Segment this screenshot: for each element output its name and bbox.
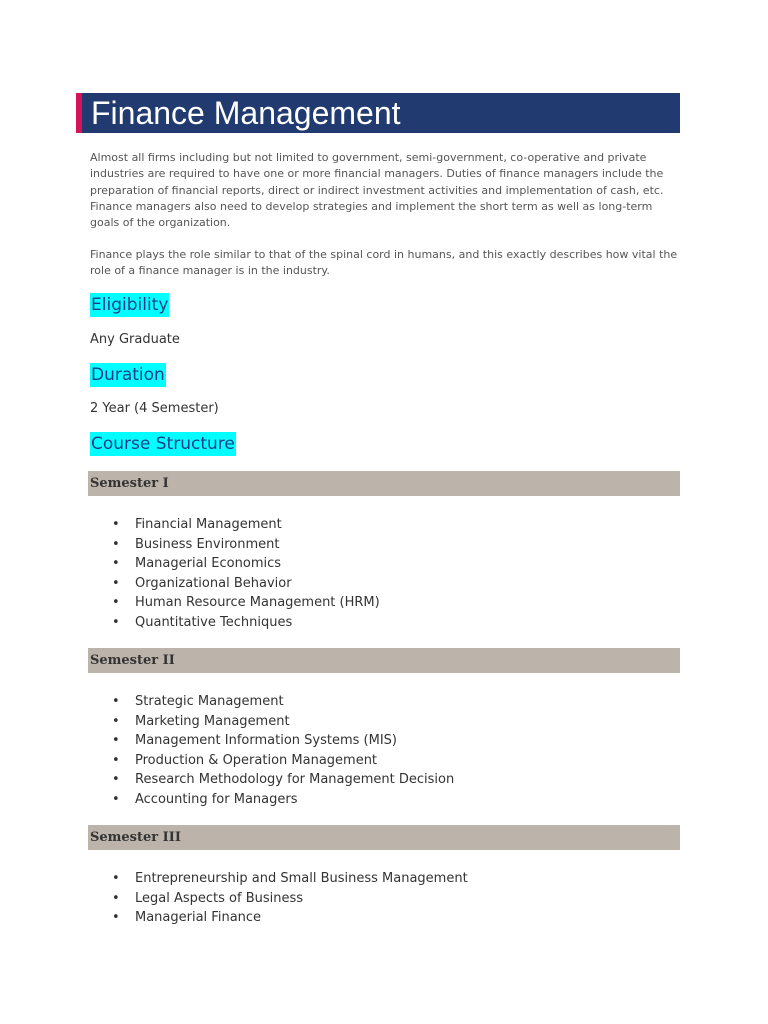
subject-label: Strategic Management bbox=[135, 694, 284, 709]
subject-label: Production & Operation Management bbox=[135, 752, 378, 768]
subject-list-item bbox=[90, 751, 454, 771]
subject-label: Accounting for Managers bbox=[135, 791, 298, 807]
bullet-icon: • bbox=[112, 517, 120, 532]
subject-label: Entrepreneurship and Small Business Management bbox=[135, 871, 468, 886]
intro-paragraph-2: Finance plays the role similar to that of the spinal cord in humans, and this exactly describes how vital the role of a finance manager is in the industry. bbox=[90, 248, 678, 278]
semester-2-header: Semester II bbox=[88, 648, 680, 673]
subject-list-item bbox=[90, 869, 468, 889]
subject-label: Quantitative Techniques bbox=[135, 614, 293, 630]
intro-paragraph-1: Almost all firms including but not limited to government, semi-government, co-operative and private industries are required to have one or more financial managers. Duties of finance managers include the preparation of financial reports, direct or indirect investment activities and implementation of cash, etc. Finance managers also need to develop strategies and implement the short term as well as long-term goals of the organization. bbox=[90, 151, 664, 230]
subject-label: Research Methodology for Management Decision bbox=[135, 772, 455, 788]
subject-label: Business Environment bbox=[135, 536, 280, 552]
subject-list-item bbox=[90, 535, 380, 555]
subject-label: Marketing Management bbox=[135, 713, 290, 729]
semester-3-header: Semester III bbox=[88, 825, 680, 850]
bullet-icon: • bbox=[112, 910, 120, 926]
subject-label: Legal Aspects of Business bbox=[135, 890, 304, 906]
subject-list-item bbox=[90, 515, 380, 535]
bullet-icon: • bbox=[112, 890, 120, 906]
bullet-icon: • bbox=[112, 694, 120, 709]
subject-list-item bbox=[90, 712, 454, 732]
bullet-icon: • bbox=[112, 772, 120, 788]
semester-2-subject-list bbox=[90, 692, 454, 810]
subject-label: Human Resource Management (HRM) bbox=[135, 595, 380, 611]
semester-1-header: Semester I bbox=[88, 471, 680, 496]
subject-list-item bbox=[90, 889, 468, 909]
subject-list-item bbox=[90, 574, 380, 594]
subject-label: Financial Management bbox=[135, 517, 282, 532]
bullet-icon: • bbox=[112, 595, 120, 611]
bullet-icon: • bbox=[112, 733, 120, 749]
subject-list-item bbox=[90, 613, 380, 633]
course-structure-heading: Course Structure bbox=[91, 434, 235, 454]
duration-text: 2 Year (4 Semester) bbox=[90, 401, 219, 416]
subject-label: Organizational Behavior bbox=[135, 575, 292, 591]
subject-label: Managerial Economics bbox=[135, 556, 282, 572]
bullet-icon: • bbox=[112, 536, 120, 552]
subject-list-item bbox=[90, 554, 380, 574]
bullet-icon: • bbox=[112, 752, 120, 768]
semester-3-subject-list bbox=[90, 869, 468, 928]
bullet-icon: • bbox=[112, 556, 120, 572]
subject-list-item bbox=[90, 908, 468, 928]
eligibility-text: Any Graduate bbox=[90, 332, 180, 347]
subject-list-item bbox=[90, 770, 454, 790]
subject-list-item bbox=[90, 790, 454, 810]
subject-label: Management Information Systems (MIS) bbox=[135, 733, 397, 749]
duration-heading: Duration bbox=[91, 365, 165, 385]
subject-label: Managerial Finance bbox=[135, 910, 262, 926]
bullet-icon: • bbox=[112, 713, 120, 729]
bullet-icon: • bbox=[112, 575, 120, 591]
bullet-icon: • bbox=[112, 614, 120, 630]
page-title: Finance Management bbox=[76, 93, 680, 133]
subject-list-item bbox=[90, 731, 454, 751]
bullet-icon: • bbox=[112, 871, 120, 886]
subject-list-item bbox=[90, 692, 454, 712]
semester-1-subject-list bbox=[90, 515, 380, 633]
eligibility-heading: Eligibility bbox=[91, 295, 169, 315]
bullet-icon: • bbox=[112, 791, 120, 807]
subject-list-item bbox=[90, 593, 380, 613]
